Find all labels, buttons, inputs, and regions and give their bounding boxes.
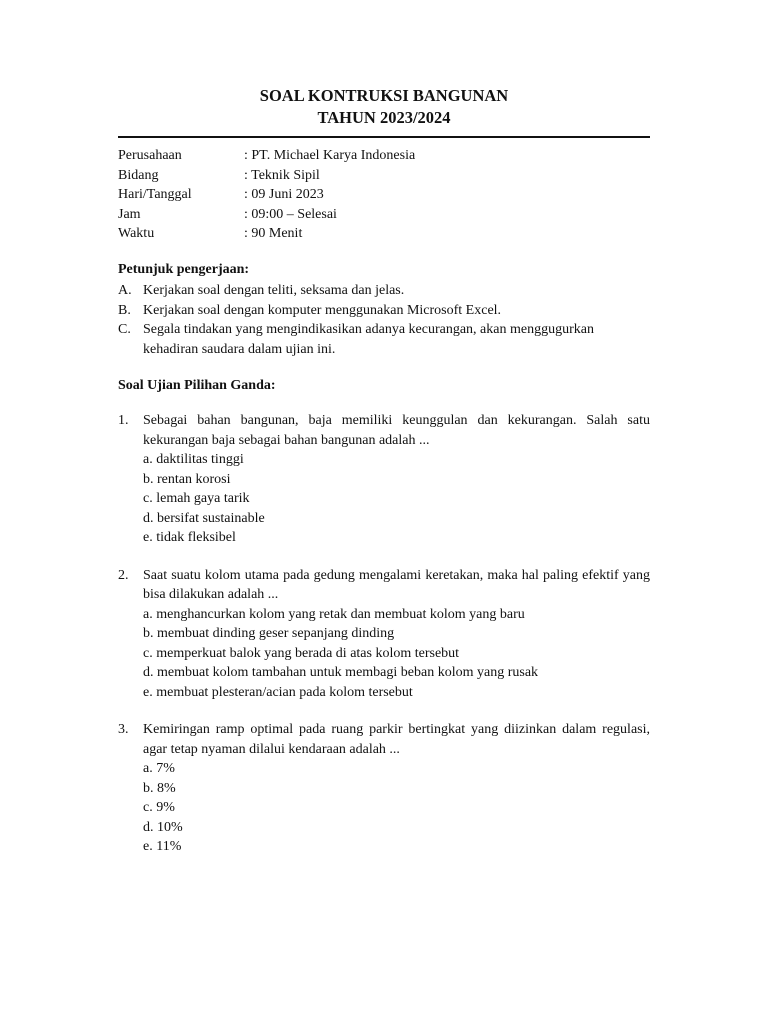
question-item — [118, 566, 650, 703]
instruction-item — [118, 320, 650, 359]
question-text: Kemiringan ramp optimal pada ruang parkir bertingkat yang diizinkan dalam regulasi, agar tetap nyaman dilalui kendaraan adalah ... — [143, 722, 650, 757]
answer-option: d. bersifat sustainable — [143, 510, 265, 526]
answer-option: e. tidak fleksibel — [143, 530, 236, 545]
instruction-item — [118, 281, 650, 301]
instruction-marker: A. — [118, 283, 132, 298]
info-value: : 90 Menit — [244, 226, 303, 241]
info-row-time — [118, 205, 618, 225]
info-label: Bidang — [118, 167, 159, 183]
info-label: Hari/Tanggal — [118, 187, 192, 202]
document-title: SOAL KONTRUKSI BANGUNAN — [259, 86, 509, 105]
info-row-duration — [118, 224, 618, 244]
instruction-item — [118, 301, 650, 321]
question-item — [118, 411, 650, 548]
question-number: 1. — [118, 413, 129, 428]
answer-option: a. 7% — [143, 761, 175, 776]
instruction-text: Kerjakan soal dengan komputer menggunakan Microsoft Excel. — [143, 302, 502, 318]
info-row-date — [118, 185, 618, 205]
answer-option: b. 8% — [143, 780, 176, 796]
instruction-marker: C. — [118, 322, 131, 337]
questions-heading: Soal Ujian Pilihan Ganda: — [118, 378, 276, 393]
answer-option: b. rentan korosi — [143, 471, 231, 487]
document-subtitle: TAHUN 2023/2024 — [317, 108, 451, 127]
info-value: : 09 Juni 2023 — [244, 187, 324, 202]
answer-option: c. lemah gaya tarik — [143, 491, 250, 506]
question-number: 3. — [118, 722, 129, 737]
questions-list — [118, 411, 650, 875]
answer-option: a. daktilitas tinggi — [143, 452, 244, 467]
instructions-heading: Petunjuk pengerjaan: — [118, 262, 250, 277]
instruction-text: Kerjakan soal dengan teliti, seksama dan jelas. — [143, 283, 405, 298]
info-label: Jam — [118, 206, 141, 222]
exam-info-table — [118, 146, 618, 244]
answer-option: d. 10% — [143, 819, 183, 835]
answer-option: b. membuat dinding geser sepanjang dinding — [143, 626, 395, 641]
question-text: Saat suatu kolom utama pada gedung mengalami keretakan, maka hal paling efektif yang bisa dilakukan adalah ... — [143, 567, 650, 602]
info-label: Perusahaan — [118, 148, 182, 163]
info-value: : Teknik Sipil — [244, 167, 320, 183]
header-divider — [118, 136, 650, 138]
info-value: : 09:00 – Selesai — [244, 206, 337, 222]
info-value: : PT. Michael Karya Indonesia — [244, 148, 416, 163]
answer-option: e. 11% — [143, 839, 182, 854]
instruction-marker: B. — [118, 302, 131, 318]
question-number: 2. — [118, 567, 129, 583]
instruction-text: Segala tindakan yang mengindikasikan adanya kecurangan, akan menggugurkan kehadiran saudara dalam ujian ini. — [143, 322, 594, 357]
info-row-field — [118, 166, 618, 186]
info-label: Waktu — [118, 226, 155, 241]
instructions-list — [118, 281, 650, 359]
info-row-company — [118, 146, 618, 166]
answer-option: a. menghancurkan kolom yang retak dan membuat kolom yang baru — [143, 606, 525, 622]
answer-option: e. membuat plesteran/acian pada kolom tersebut — [143, 684, 413, 700]
answer-option: c. 9% — [143, 800, 175, 815]
question-item — [118, 720, 650, 857]
answer-option: d. membuat kolom tambahan untuk membagi beban kolom yang rusak — [143, 665, 539, 680]
question-text: Sebagai bahan bangunan, baja memiliki keunggulan dan kekurangan. Salah satu kekurangan baja sebagai bahan bangunan adalah ... — [143, 413, 650, 448]
answer-option: c. memperkuat balok yang berada di atas kolom tersebut — [143, 645, 460, 661]
